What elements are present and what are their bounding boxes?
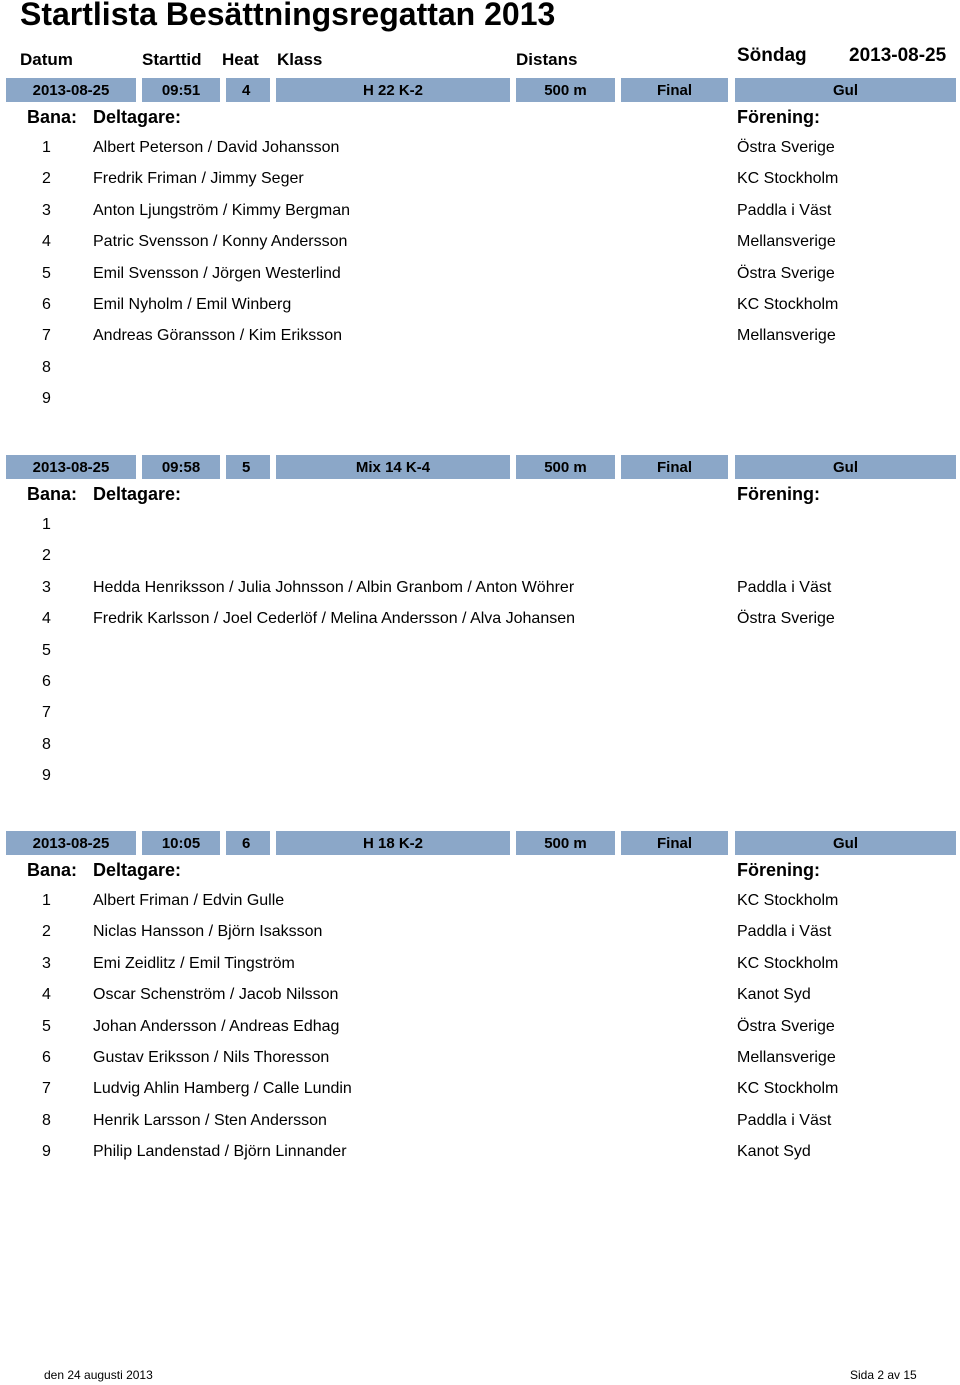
participant-names: Oscar Schenström / Jacob Nilsson — [93, 986, 339, 1004]
lane-number: 9 — [42, 1143, 51, 1161]
race-heat: 4 — [226, 78, 270, 102]
club-name: KC Stockholm — [737, 170, 839, 188]
table-row — [0, 673, 960, 704]
race-typ: Final — [621, 78, 728, 102]
lane-number: 2 — [42, 923, 51, 941]
table-row — [0, 139, 960, 170]
club-name: KC Stockholm — [737, 954, 839, 972]
race-distans: 500 m — [516, 78, 615, 102]
lane-number: 5 — [42, 641, 51, 659]
label-bana: Bana: — [27, 484, 78, 504]
participant-names: Ludvig Ahlin Hamberg / Calle Lundin — [93, 1080, 352, 1098]
club-name: Kanot Syd — [737, 1143, 811, 1161]
race-farg: Gul — [735, 78, 956, 102]
table-row — [0, 642, 960, 673]
table-row — [0, 233, 960, 264]
table-row — [0, 1143, 960, 1174]
race-typ: Final — [621, 455, 728, 479]
col-heat: Heat — [222, 50, 259, 69]
lane-number: 1 — [42, 139, 51, 156]
lane-number: 6 — [42, 1049, 51, 1066]
header-day: Söndag — [737, 45, 807, 66]
lane-number: 3 — [42, 954, 51, 972]
lane-number: 7 — [42, 1080, 51, 1098]
club-name: Paddla i Väst — [737, 923, 832, 941]
race-typ: Final — [621, 831, 728, 855]
club-name: Östra Sverige — [737, 1017, 835, 1035]
club-name: Paddla i Väst — [737, 1111, 832, 1129]
participant-names: Fredrik Friman / Jimmy Seger — [93, 170, 304, 188]
label-bana: Bana: — [27, 107, 78, 127]
lane-number: 1 — [42, 892, 51, 909]
race-heat: 5 — [226, 455, 270, 479]
table-row — [0, 579, 960, 610]
lane-number: 5 — [42, 264, 51, 282]
participant-names: Patric Svensson / Konny Andersson — [93, 233, 348, 251]
label-forening: Förening: — [737, 484, 820, 504]
club-name: Paddla i Väst — [737, 578, 832, 596]
lane-number: 4 — [42, 986, 51, 1004]
club-name: Kanot Syd — [737, 986, 811, 1004]
header-date: 2013-08-25 — [849, 45, 947, 66]
lane-number: 2 — [42, 547, 51, 565]
table-row — [0, 704, 960, 735]
table-row — [0, 923, 960, 954]
table-row — [0, 610, 960, 641]
page-title: Startlista Besättningsregattan 2013 — [20, 0, 556, 32]
race-farg: Gul — [735, 455, 956, 479]
participant-names: Andreas Göransson / Kim Eriksson — [93, 327, 342, 345]
table-row — [0, 170, 960, 201]
label-deltagare: Deltagare: — [93, 107, 182, 127]
table-row — [0, 327, 960, 358]
table-row — [0, 359, 960, 390]
participant-names: Emi Zeidlitz / Emil Tingström — [93, 954, 295, 972]
race-distans: 500 m — [516, 831, 615, 855]
lane-number: 8 — [42, 735, 51, 753]
table-row — [0, 547, 960, 578]
table-row — [0, 516, 960, 547]
club-name: Mellansverige — [737, 327, 836, 345]
lane-number: 9 — [42, 767, 51, 785]
race-distans: 500 m — [516, 455, 615, 479]
lane-number: 5 — [42, 1017, 51, 1035]
lane-number: 4 — [42, 233, 51, 251]
club-name: Östra Sverige — [737, 610, 835, 628]
club-name: Östra Sverige — [737, 264, 835, 282]
table-row — [0, 892, 960, 923]
participant-names: Henrik Larsson / Sten Andersson — [93, 1111, 327, 1129]
race-farg: Gul — [735, 831, 956, 855]
col-distans: Distans — [516, 50, 578, 69]
race-heat: 6 — [226, 831, 270, 855]
lane-number: 2 — [42, 170, 51, 188]
race-klass: H 22 K-2 — [276, 78, 510, 102]
race-date: 2013-08-25 — [6, 78, 136, 102]
lane-number: 6 — [42, 296, 51, 313]
table-row — [0, 390, 960, 421]
race-klass: H 18 K-2 — [276, 831, 510, 855]
lane-number: 3 — [42, 578, 51, 596]
participant-names: Hedda Henriksson / Julia Johnsson / Albin Granbom / Anton Wöhrer — [93, 578, 575, 596]
participant-names: Albert Friman / Edvin Gulle — [93, 892, 285, 909]
label-bana: Bana: — [27, 860, 78, 880]
participant-names: Emil Nyholm / Emil Winberg — [93, 296, 292, 313]
table-row — [0, 736, 960, 767]
lane-number: 8 — [42, 358, 51, 376]
participant-names: Anton Ljungström / Kimmy Bergman — [93, 201, 350, 219]
table-row — [0, 955, 960, 986]
table-row — [0, 1080, 960, 1111]
table-row — [0, 1018, 960, 1049]
race-starttid: 10:05 — [142, 831, 220, 855]
participant-names: Philip Landenstad / Björn Linnander — [93, 1143, 347, 1161]
table-row — [0, 265, 960, 296]
race-starttid: 09:58 — [142, 455, 220, 479]
participant-names: Niclas Hansson / Björn Isaksson — [93, 923, 323, 941]
table-row — [0, 1112, 960, 1143]
table-row — [0, 1049, 960, 1080]
lane-number: 7 — [42, 327, 51, 345]
race-date: 2013-08-25 — [6, 831, 136, 855]
club-name: KC Stockholm — [737, 892, 839, 909]
footer-date: den 24 augusti 2013 — [44, 1368, 153, 1382]
lane-number: 6 — [42, 673, 51, 690]
lane-number: 7 — [42, 704, 51, 722]
club-name: Östra Sverige — [737, 139, 835, 156]
race-date: 2013-08-25 — [6, 455, 136, 479]
club-name: KC Stockholm — [737, 296, 839, 313]
race-starttid: 09:51 — [142, 78, 220, 102]
lane-number: 8 — [42, 1111, 51, 1129]
participant-names: Fredrik Karlsson / Joel Cederlöf / Melina Andersson / Alva Johansen — [93, 610, 576, 628]
club-name: KC Stockholm — [737, 1080, 839, 1098]
col-datum: Datum — [20, 50, 73, 69]
lane-number: 4 — [42, 610, 51, 628]
club-name: Mellansverige — [737, 1049, 836, 1066]
participant-names: Emil Svensson / Jörgen Westerlind — [93, 264, 341, 282]
participant-names: Johan Andersson / Andreas Edhag — [93, 1017, 340, 1035]
club-name: Mellansverige — [737, 233, 836, 251]
label-deltagare: Deltagare: — [93, 860, 182, 880]
lane-number: 3 — [42, 201, 51, 219]
label-forening: Förening: — [737, 860, 820, 880]
table-row — [0, 202, 960, 233]
col-starttid: Starttid — [142, 50, 202, 69]
club-name: Paddla i Väst — [737, 201, 832, 219]
label-forening: Förening: — [737, 107, 820, 127]
race-klass: Mix 14 K-4 — [276, 455, 510, 479]
participant-names: Albert Peterson / David Johansson — [93, 139, 340, 156]
footer-page: Sida 2 av 15 — [850, 1368, 917, 1382]
label-deltagare: Deltagare: — [93, 484, 182, 504]
col-klass: Klass — [277, 50, 323, 69]
participant-names: Gustav Eriksson / Nils Thoresson — [93, 1049, 330, 1066]
lane-number: 1 — [42, 516, 51, 533]
table-row — [0, 767, 960, 798]
lane-number: 9 — [42, 390, 51, 408]
table-row — [0, 986, 960, 1017]
table-row — [0, 296, 960, 327]
